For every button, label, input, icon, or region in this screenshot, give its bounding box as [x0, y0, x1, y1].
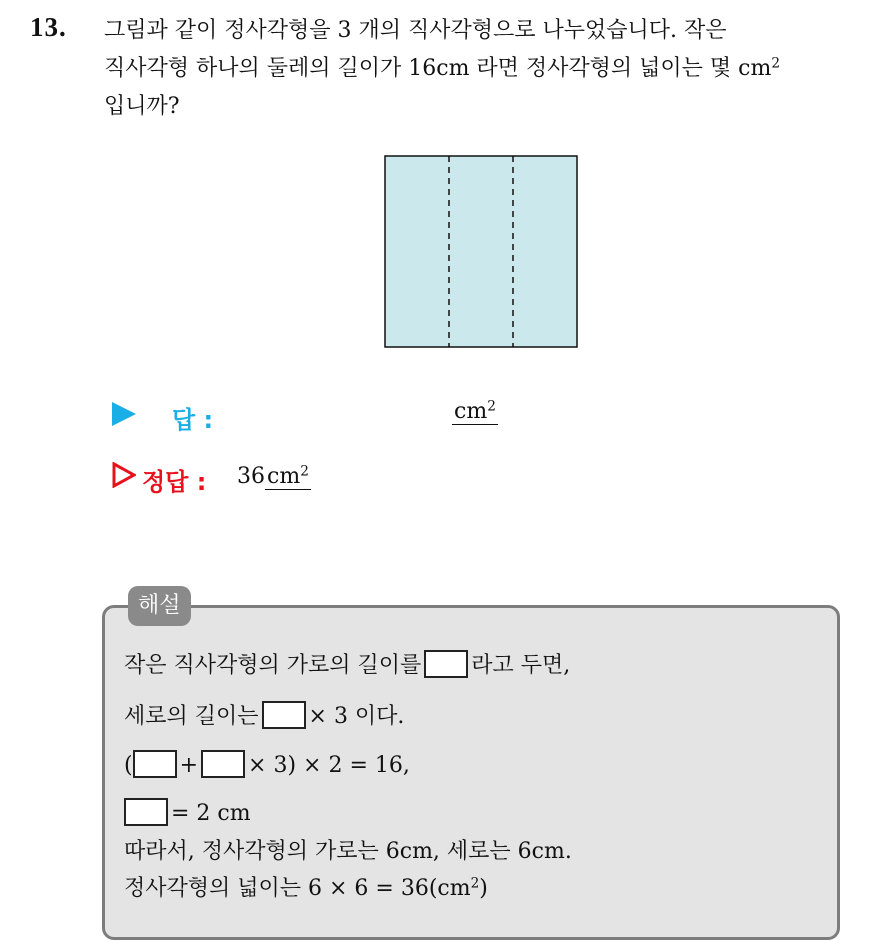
blank-box	[124, 798, 168, 826]
correct-answer: $36cm^2$	[237, 463, 309, 489]
solution-line-3: ( + × 3) × 2 = 16,	[124, 750, 410, 781]
question-line-3: 입니까?	[104, 94, 180, 119]
question-line-2: 직사각형 하나의 둘레의 길이가 16cm 라면 정사각형의 넓이는 몇 $cm^2$	[104, 55, 781, 81]
answer-unit[interactable]: $cm^2$	[454, 398, 496, 424]
square	[385, 156, 577, 347]
question-line-1: 그림과 같이 정사각형을 3 개의 직사각형으로 나누었습니다. 작은	[104, 18, 727, 43]
solution-tab: 해설	[128, 586, 191, 626]
blank-box	[424, 650, 468, 678]
correct-label: 정답 :	[142, 468, 207, 496]
solution-line-2: 세로의 길이는 × 3 이다.	[124, 701, 404, 732]
answer-triangle-icon	[112, 402, 136, 426]
solution-line-6: 정사각형의 넓이는 $6 \times 6 = 36(cm^2)$	[124, 875, 488, 901]
blank-box	[201, 750, 245, 778]
correct-triangle-icon	[112, 462, 136, 488]
solution-line-1: 작은 직사각형의 가로의 길이를 라고 두면,	[124, 650, 570, 681]
question-number: 13.	[30, 12, 67, 42]
answer-label: 답 :	[172, 406, 214, 434]
solution-line-5: 따라서, 정사각형의 가로는 6cm, 세로는 6cm.	[124, 839, 572, 864]
solution-line-4: = 2 cm	[124, 798, 251, 829]
blank-box	[262, 701, 306, 729]
blank-box	[133, 750, 177, 778]
square-figure	[384, 155, 578, 348]
